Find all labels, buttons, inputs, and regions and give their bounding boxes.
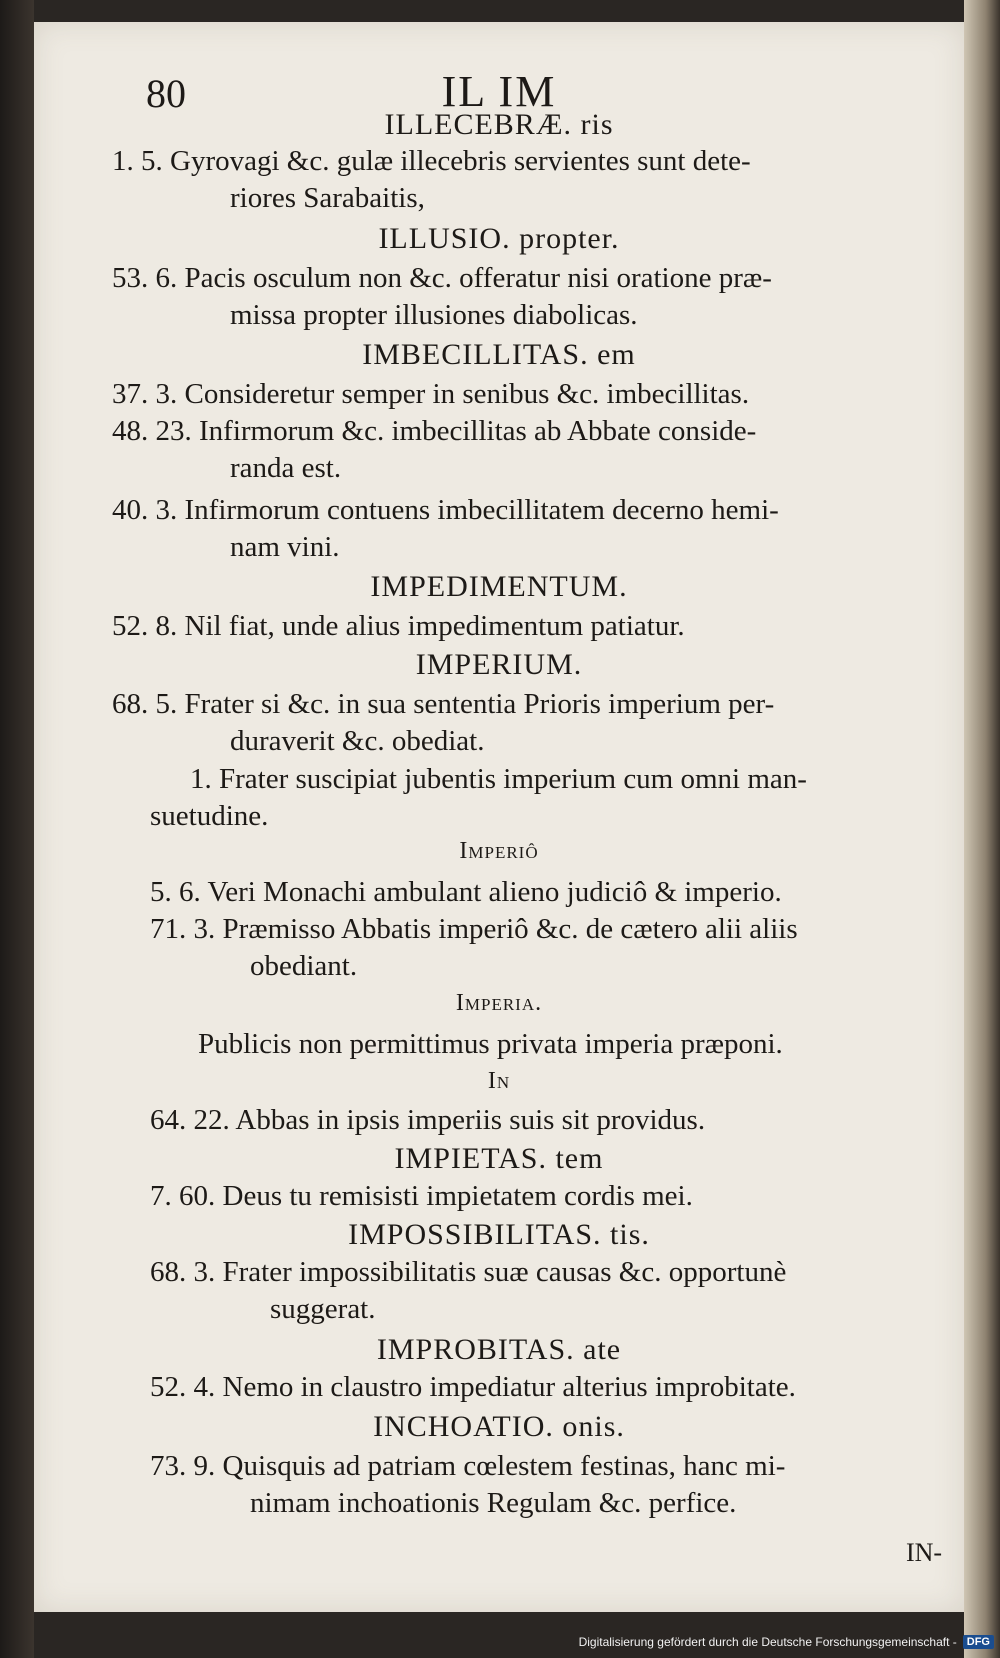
entry-line: 7. 60. Deus tu remisisti impietatem cordis mei. [150,1180,693,1212]
index-heading: IMPOSSIBILITAS. tis. [348,1218,650,1251]
index-heading: In [487,1068,511,1094]
dfg-logo: DFG [963,1635,994,1649]
entry-line: 73. 9. Quisquis ad patriam cœlestem festinas, hanc mi- [150,1450,786,1482]
entry-line: riores Sarabaitis, [230,182,425,214]
catchword: IN- [906,1538,943,1567]
entry-line: duraverit &c. obediat. [230,725,485,757]
page-edge-shadow [964,0,1000,1658]
entry-line: 5. 6. Veri Monachi ambulant alieno judiciô & imperio. [150,876,782,908]
book-spine-shadow [0,0,34,1658]
index-heading: IMPEDIMENTUM. [370,570,628,603]
digitization-footer [579,1632,994,1652]
index-heading: ILLECEBRÆ. ris [384,108,614,141]
entry-line: 53. 6. Pacis osculum non &c. offeratur nisi oratione præ- [112,262,772,294]
entry-line: nimam inchoationis Regulam &c. perfice. [250,1487,737,1519]
entry-line: 68. 5. Frater si &c. in sua sententia Prioris imperium per- [112,688,775,720]
entry-line: suetudine. [150,800,269,832]
entry-line: randa est. [230,452,342,484]
book-page [34,22,964,1612]
running-head: IL IM [441,67,557,116]
entry-line: nam vini. [230,531,340,563]
index-heading: Imperiô [459,838,539,864]
entry-line: suggerat. [270,1293,376,1325]
entry-line: 52. 8. Nil fiat, unde alius impedimentum patiatur. [112,610,685,642]
entry-line: Publicis non permittimus privata imperia præponi. [198,1028,783,1060]
entry-line: 37. 3. Consideretur semper in senibus &c. imbecillitas. [112,378,750,410]
index-heading: Imperia. [455,990,543,1016]
index-heading: IMBECILLITAS. em [362,338,636,371]
entry-line: 52. 4. Nemo in claustro impediatur alterius improbitate. [150,1371,796,1403]
entry-line: 64. 22. Abbas in ipsis imperiis suis sit providus. [150,1104,706,1136]
index-heading: IMPROBITAS. ate [376,1333,622,1366]
footer-text: Digitalisierung gefördert durch die Deutsche Forschungsgemeinschaft - [578,1635,957,1649]
entry-line: missa propter illusiones diabolicas. [230,299,638,331]
entry-line: 1. 5. Gyrovagi &c. gulæ illecebris servientes sunt dete- [112,145,751,177]
index-heading: ILLUSIO. propter. [378,222,620,255]
page-number: 80 [146,71,186,116]
entry-line: 68. 3. Frater impossibilitatis suæ causas &c. opportunè [150,1256,787,1288]
entry-line: 71. 3. Præmisso Abbatis imperiô &c. de cætero alii aliis [150,913,798,945]
index-heading: IMPIETAS. tem [394,1142,604,1175]
index-heading: INCHOATIO. onis. [373,1410,625,1443]
entry-line: 40. 3. Infirmorum contuens imbecillitatem decerno hemi- [112,494,779,526]
entry-line: 1. Frater suscipiat jubentis imperium cum omni man- [190,763,807,795]
page-content [34,22,964,1612]
entry-line: 48. 23. Infirmorum &c. imbecillitas ab Abbate conside- [112,415,757,447]
index-heading: IMPERIUM. [415,648,583,681]
entry-line: obediant. [250,950,358,982]
